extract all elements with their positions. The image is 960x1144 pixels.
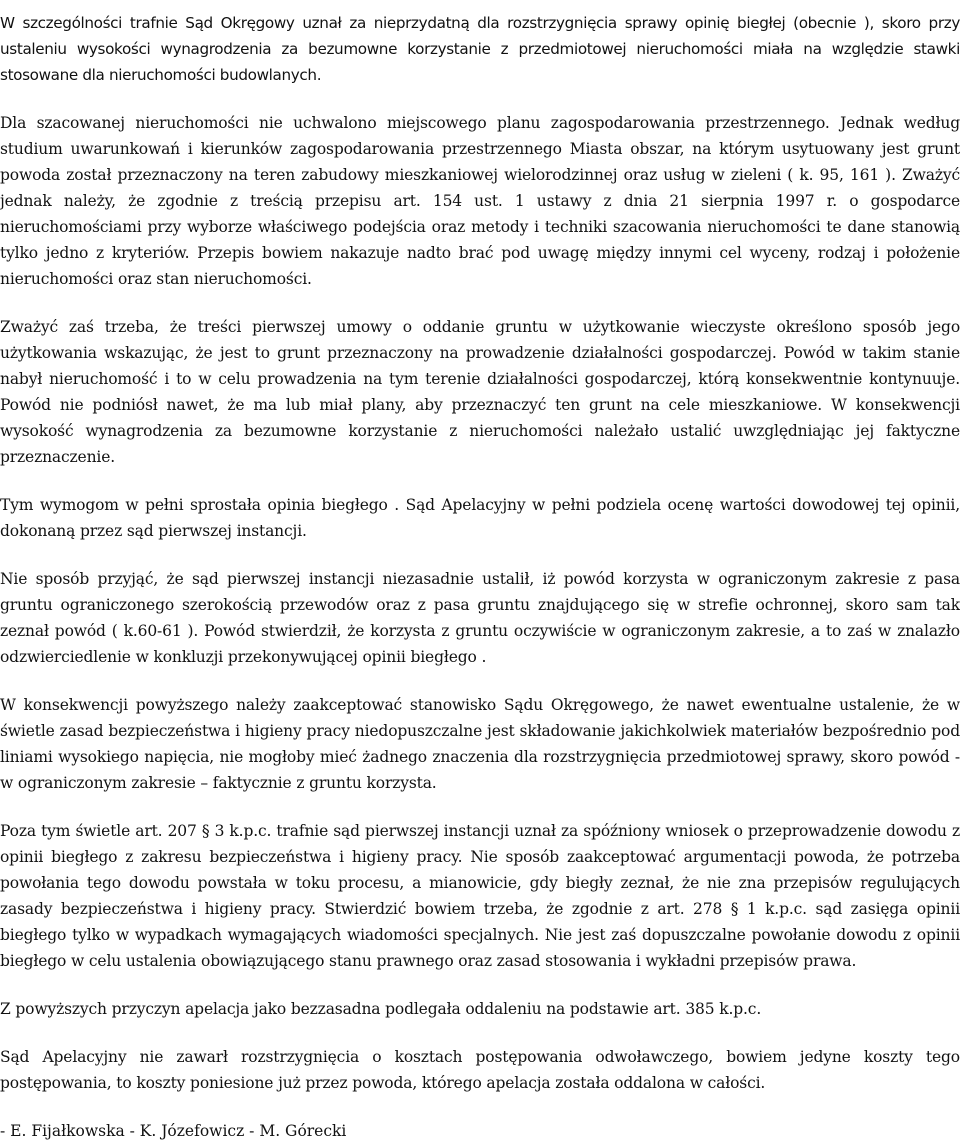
paragraph-9: Sąd Apelacyjny nie zawarł rozstrzygnięcia o kosztach postępowania odwoławczego, bowiem jedyne koszty tego postępowania, to koszty poniesione już przez powoda, którego apelacja została oddalona w całości. [0,1048,960,1092]
paragraph-4: Tym wymogom w pełni sprostała opinia biegłego . Sąd Apelacyjny w pełni podziela ocenę wartości dowodowej tej opinii, dokonaną przez sąd pierwszej instancji. [0,496,960,540]
paragraph-8: Z powyższych przyczyn apelacja jako bezzasadna podlegała oddaleniu na podstawie art. 385 k.p.c. [0,1000,762,1018]
signature: - E. Fijałkowska - K. Józefowicz - M. Górecki [0,1122,347,1140]
paragraph-3: Zważyć zaś trzeba, że treści pierwszej umowy o oddanie gruntu w użytkowanie wieczyste określono sposób jego użytkowania wskazując, że jest to grunt przeznaczony na prowadzenie działalności gospodarczej. Powód w takim stanie nabył nieruchomość i to w celu prowadzenia na tym terenie działalności gospodarczej, którą konsekwentnie kontynuuje. Powód nie podniósł nawet, że ma lub miał plany, aby przeznaczyć ten grunt na cele mieszkaniowe. W konsekwencji wysokość wynagrodzenia za bezumowne korzystanie z nieruchomości należało ustalić uwzględniając jej faktyczne przeznaczenie. [0,318,960,466]
paragraph-5: Nie sposób przyjąć, że sąd pierwszej instancji niezasadnie ustalił, iż powód korzysta w ograniczonym zakresie z pasa gruntu ograniczonego szerokością przewodów oraz z pasa gruntu znajdującego się w strefie ochronnej, skoro sam tak zeznał powód ( k.60-61 ). Powód stwierdził, że korzysta z gruntu oczywiście w ograniczonym zakresie, a to zaś w znalazło odzwierciedlenie w konkluzji przekonywującej opinii biegłego . [0,570,960,666]
paragraph-2: Dla szacowanej nieruchomości nie uchwalono miejscowego planu zagospodarowania przestrzennego. Jednak według studium uwarunkowań i kierunków zagospodarowania przestrzennego Miasta obszar, na którym usytuowany jest grunt powoda został przeznaczony na teren zabudowy mieszkaniowej wielorodzinnej oraz usług w zieleni ( k. 95, 161 ). Zważyć jednak należy, że zgodnie z treścią przepisu art. 154 ust. 1 ustawy z dnia 21 sierpnia 1997 r. o gospodarce nieruchomościami przy wyborze właściwego podejścia oraz metody i techniki szacowania nieruchomości te dane stanowią tylko jedno z kryteriów. Przepis bowiem nakazuje nadto brać pod uwagę między innymi cel wyceny, rodzaj i położenie nieruchomości oraz stan nieruchomości. [0,114,960,288]
paragraph-6: W konsekwencji powyższego należy zaakceptować stanowisko Sądu Okręgowego, że nawet ewentualne ustalenie, że w świetle zasad bezpieczeństwa i higieny pracy niedopuszczalne jest składowanie jakichkolwiek materiałów bezpośrednio pod liniami wysokiego napięcia, nie mogłoby mieć żadnego znaczenia dla rozstrzygnięcia przedmiotowej sprawy, skoro powód - w ograniczonym zakresie – faktycznie z gruntu korzysta. [0,696,960,792]
paragraph-7: Poza tym świetle art. 207 § 3 k.p.c. trafnie sąd pierwszej instancji uznał za spóźniony wniosek o przeprowadzenie dowodu z opinii biegłego z zakresu bezpieczeństwa i higieny pracy. Nie sposób zaakceptować argumentacji powoda, że potrzeba powołania tego dowodu powstała w toku procesu, a mianowicie, gdy biegły zeznał, że nie zna przepisów regulujących zasady bezpieczeństwa i higieny pracy. Stwierdzić bowiem trzeba, że zgodnie z art. 278 § 1 k.p.c. sąd zasięga opinii biegłego tylko w wypadkach wymagających wiadomości specjalnych. Nie jest zaś dopuszczalne powołanie dowodu z opinii biegłego w celu ustalenia obowiązującego stanu prawnego oraz zasad stosowania i wykładni przepisów prawa. [0,822,960,970]
paragraph-1: W szczególności trafnie Sąd Okręgowy uznał za nieprzydatną dla rozstrzygnięcia sprawy opinię biegłej (obecnie ), skoro przy ustaleniu wysokości wynagrodzenia za bezumowne korzystanie z przedmiotowej nieruchomości miała na względzie stawki stosowane dla nieruchomości budowlanych. [0,14,960,84]
